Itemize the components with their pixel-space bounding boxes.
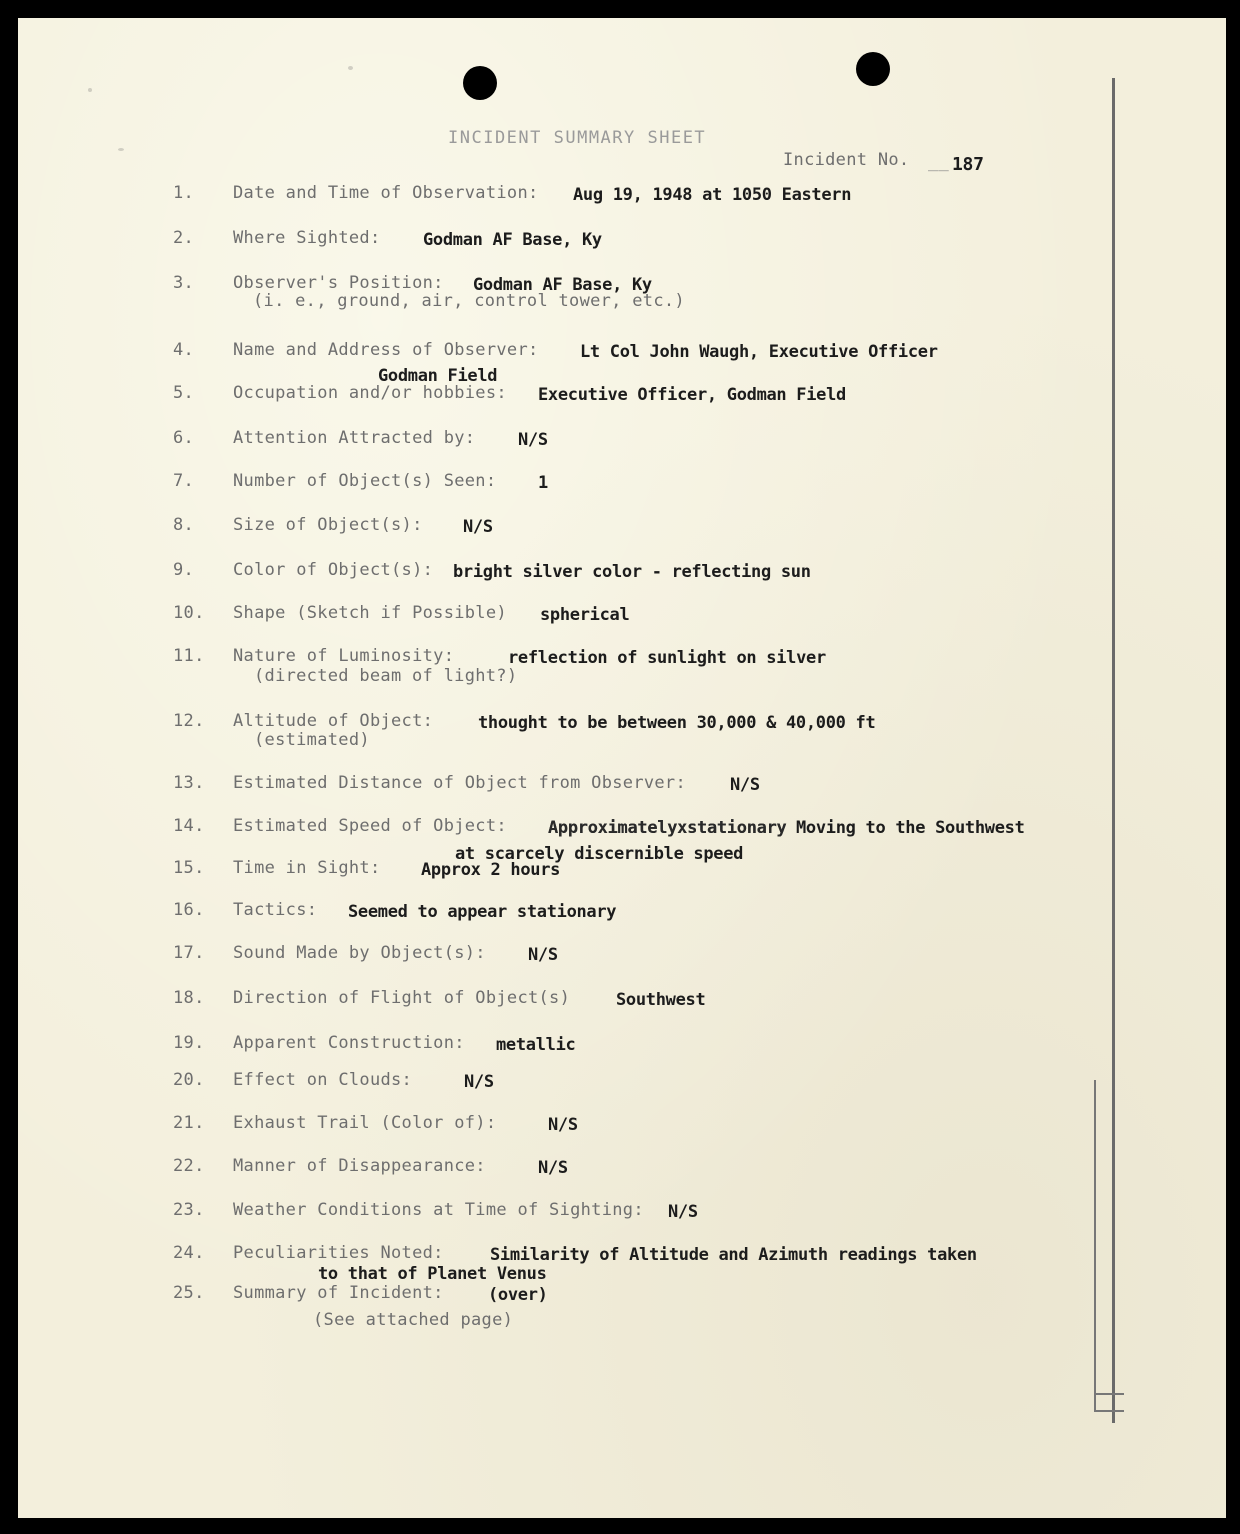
field-number: 17. <box>173 943 205 963</box>
field-value-continued: at scarcely discernible speed <box>455 844 744 864</box>
field-value: 1 <box>538 473 548 493</box>
field-value: (over) <box>488 1285 548 1305</box>
field-number: 18. <box>173 988 205 1008</box>
field-label: Time in Sight: <box>233 858 381 878</box>
incident-number-value: 187 <box>952 154 984 175</box>
field-sublabel: (estimated) <box>254 730 370 750</box>
field-value: Southwest <box>616 990 706 1010</box>
field-number: 2. <box>173 228 195 248</box>
field-value-continued: Godman Field <box>378 366 498 386</box>
field-number: 19. <box>173 1033 205 1053</box>
vertical-rule-right <box>1112 78 1115 1423</box>
field-value: Godman AF Base, Ky <box>473 275 652 295</box>
field-number: 1. <box>173 183 195 203</box>
field-label: Tactics: <box>233 900 318 920</box>
field-value: N/S <box>463 517 493 537</box>
speck <box>88 88 92 92</box>
field-number: 20. <box>173 1070 205 1090</box>
speck <box>348 66 353 70</box>
field-sublabel: (directed beam of light?) <box>254 666 518 686</box>
field-label: Sound Made by Object(s): <box>233 943 486 963</box>
field-label: Altitude of Object: <box>233 711 434 731</box>
field-value: N/S <box>538 1158 568 1178</box>
field-number: 4. <box>173 340 195 360</box>
field-sublabel: (i. e., ground, air, control tower, etc.) <box>253 291 685 311</box>
field-label: Estimated Distance of Object from Observer: <box>233 773 686 793</box>
corner-tick <box>1094 1393 1124 1395</box>
field-label: Weather Conditions at Time of Sighting: <box>233 1200 644 1220</box>
field-number: 23. <box>173 1200 205 1220</box>
field-value-continued: to that of Planet Venus <box>318 1264 547 1284</box>
field-value: bright silver color - reflecting sun <box>453 562 811 582</box>
field-value: Godman AF Base, Ky <box>423 230 602 250</box>
field-value: Similarity of Altitude and Azimuth readings taken <box>490 1245 977 1265</box>
field-label: Manner of Disappearance: <box>233 1156 486 1176</box>
field-label: Size of Object(s): <box>233 515 423 535</box>
field-value: Seemed to appear stationary <box>348 902 617 922</box>
field-value: spherical <box>540 605 630 625</box>
document-page <box>18 18 1226 1518</box>
incident-number-label: Incident No. <box>783 150 910 170</box>
field-label: Name and Address of Observer: <box>233 340 539 360</box>
field-label: Observer's Position: <box>233 273 444 293</box>
field-value: thought to be between 30,000 & 40,000 ft <box>478 713 876 733</box>
field-number: 5. <box>173 383 195 403</box>
field-value: Moving to the Southwest <box>796 818 1025 838</box>
field-label: Peculiarities Noted: <box>233 1243 444 1263</box>
speck <box>118 148 124 151</box>
field-value: metallic <box>496 1035 576 1055</box>
vertical-rule-inner <box>1094 1080 1096 1410</box>
field-label: Occupation and/or hobbies: <box>233 383 507 403</box>
field-label: Number of Object(s) Seen: <box>233 471 497 491</box>
field-value: reflection of sunlight on silver <box>508 648 826 668</box>
field-label: Estimated Speed of Object: <box>233 816 507 836</box>
incident-number-blank: __ <box>928 152 950 172</box>
field-sublabel: (See attached page) <box>313 1310 514 1330</box>
field-label: Date and Time of Observation: <box>233 183 539 203</box>
field-number: 9. <box>173 560 195 580</box>
punch-hole-left <box>463 66 497 100</box>
field-value: N/S <box>528 945 558 965</box>
field-number: 16. <box>173 900 205 920</box>
field-label: Effect on Clouds: <box>233 1070 413 1090</box>
field-value: N/S <box>668 1202 698 1222</box>
field-number: 7. <box>173 471 195 491</box>
field-value: Approx 2 hours <box>421 860 561 880</box>
field-value: N/S <box>730 775 760 795</box>
field-label: Exhaust Trail (Color of): <box>233 1113 497 1133</box>
field-value: N/S <box>548 1115 578 1135</box>
field-label: Apparent Construction: <box>233 1033 465 1053</box>
field-label: Where Sighted: <box>233 228 381 248</box>
field-number: 3. <box>173 273 195 293</box>
field-number: 15. <box>173 858 205 878</box>
field-number: 13. <box>173 773 205 793</box>
field-number: 11. <box>173 646 205 666</box>
form-title: INCIDENT SUMMARY SHEET <box>448 128 707 148</box>
field-struck-value: Approximatelyxstationary <box>548 818 787 838</box>
field-label: Nature of Luminosity: <box>233 646 455 666</box>
field-number: 12. <box>173 711 205 731</box>
field-value: Executive Officer, Godman Field <box>538 385 846 405</box>
field-number: 25. <box>173 1283 205 1303</box>
field-value: Lt Col John Waugh, Executive Officer <box>580 342 938 362</box>
punch-hole-right <box>856 52 890 86</box>
field-label: Summary of Incident: <box>233 1283 444 1303</box>
field-value: Aug 19, 1948 at 1050 Eastern <box>573 185 852 205</box>
field-number: 22. <box>173 1156 205 1176</box>
field-value: N/S <box>464 1072 494 1092</box>
field-number: 21. <box>173 1113 205 1133</box>
field-label: Color of Object(s): <box>233 560 434 580</box>
field-label: Direction of Flight of Object(s) <box>233 988 571 1008</box>
field-number: 10. <box>173 603 205 623</box>
corner-tick <box>1094 1410 1124 1412</box>
field-number: 14. <box>173 816 205 836</box>
field-number: 8. <box>173 515 195 535</box>
field-label: Shape (Sketch if Possible) <box>233 603 507 623</box>
field-value: N/S <box>518 430 548 450</box>
field-label: Attention Attracted by: <box>233 428 476 448</box>
field-number: 24. <box>173 1243 205 1263</box>
field-number: 6. <box>173 428 195 448</box>
